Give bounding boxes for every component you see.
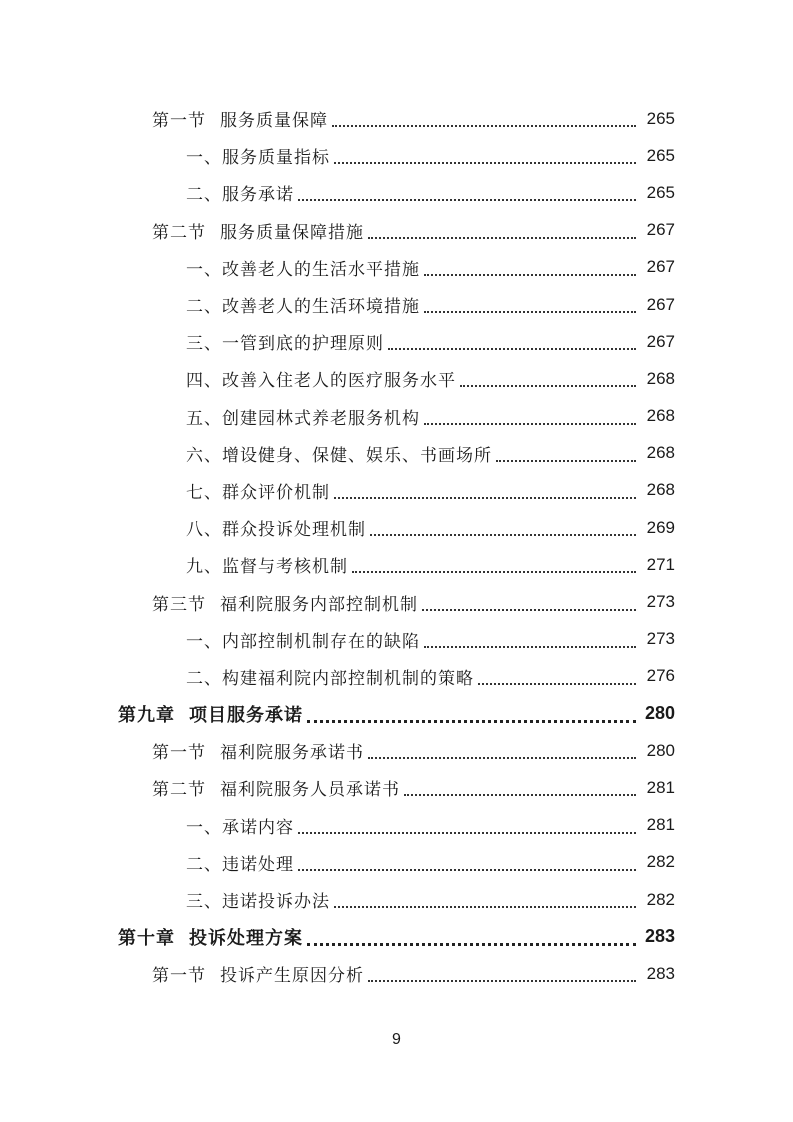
toc-entry-number: 第二节 [152, 222, 206, 243]
toc-entry-page: 281 [646, 815, 675, 835]
toc-dot-leader [424, 645, 636, 648]
toc-dot-leader [352, 570, 636, 573]
toc-entry-page: 273 [646, 592, 675, 612]
toc-entry-page: 268 [646, 480, 675, 500]
toc-entry[interactable] [0, 955, 793, 992]
toc-entry-text: 服务质量指标 [222, 148, 330, 169]
toc-entry-text: 福利院服务人员承诺书 [220, 780, 400, 801]
toc-entry-title [152, 106, 328, 131]
toc-entry-text: 投诉处理方案 [189, 927, 303, 949]
toc-entry-page: 265 [646, 182, 675, 202]
toc-entry-page: 273 [646, 629, 675, 649]
toc-entry-text: 构建福利院内部控制机制的策略 [222, 668, 474, 689]
toc-entry-text: 一管到底的护理原则 [222, 334, 384, 355]
toc-entry-number: 八、 [186, 520, 222, 541]
toc-entry-number: 第九章 [118, 704, 175, 726]
toc-dot-leader [370, 533, 636, 536]
toc-entry-title [118, 924, 303, 950]
toc-entry[interactable] [0, 695, 793, 732]
toc-dot-leader [332, 124, 636, 127]
toc-entry-title [152, 961, 364, 986]
toc-entry-text: 改善入住老人的医疗服务水平 [222, 371, 456, 392]
toc-dot-leader [422, 608, 636, 611]
toc-entry[interactable] [0, 583, 793, 620]
toc-entry-title [186, 627, 420, 652]
toc-dot-leader [424, 273, 636, 276]
table-of-contents [0, 100, 793, 993]
toc-entry[interactable] [0, 360, 793, 397]
toc-dot-leader [334, 496, 636, 499]
toc-entry[interactable] [0, 621, 793, 658]
toc-entry-number: 第十章 [118, 927, 175, 949]
toc-entry-text: 福利院服务内部控制机制 [220, 594, 418, 615]
toc-list [0, 100, 793, 993]
toc-entry-page: 268 [646, 406, 675, 426]
toc-entry-text: 内部控制机制存在的缺陷 [222, 631, 420, 652]
toc-entry-title [186, 329, 384, 354]
toc-dot-leader [298, 198, 636, 201]
toc-dot-leader [496, 459, 636, 462]
toc-entry-title [152, 590, 418, 615]
toc-entry-page: 268 [646, 443, 675, 463]
toc-entry-page: 280 [644, 703, 675, 724]
toc-entry-page: 283 [646, 963, 675, 983]
toc-dot-leader [368, 979, 636, 982]
toc-entry[interactable] [0, 398, 793, 435]
toc-entry[interactable] [0, 249, 793, 286]
toc-entry-number: 二、 [186, 297, 222, 318]
toc-entry-number: 一、 [186, 817, 222, 838]
toc-entry-title [152, 775, 400, 800]
toc-entry-page: 267 [646, 294, 675, 314]
toc-dot-leader [334, 161, 636, 164]
toc-entry-page: 265 [646, 108, 675, 128]
toc-dot-leader [388, 347, 636, 350]
toc-entry-title [152, 738, 364, 763]
toc-dot-leader [478, 682, 636, 685]
toc-entry-title [186, 887, 330, 912]
toc-entry-title [186, 813, 294, 838]
toc-entry-number: 第一节 [152, 966, 206, 987]
toc-entry-page: 271 [646, 554, 675, 574]
toc-dot-leader [424, 310, 636, 313]
toc-entry-page: 267 [646, 331, 675, 351]
toc-entry-page: 282 [646, 852, 675, 872]
toc-entry-text: 群众投诉处理机制 [222, 520, 366, 541]
toc-entry-title [186, 664, 474, 689]
toc-entry[interactable] [0, 137, 793, 174]
toc-entry-title [186, 255, 420, 280]
toc-entry-text: 承诺内容 [222, 817, 294, 838]
toc-entry-title [118, 701, 303, 727]
toc-dot-leader [424, 422, 636, 425]
toc-entry-text: 违诺投诉办法 [222, 892, 330, 913]
toc-entry-number: 三、 [186, 892, 222, 913]
toc-entry-number: 二、 [186, 668, 222, 689]
toc-entry-number: 二、 [186, 854, 222, 875]
toc-entry-page: 268 [646, 368, 675, 388]
toc-entry-number: 九、 [186, 557, 222, 578]
toc-dot-leader [298, 868, 636, 871]
toc-entry-title [186, 515, 366, 540]
toc-entry-page: 267 [646, 257, 675, 277]
toc-entry-number: 一、 [186, 148, 222, 169]
toc-entry-text: 监督与考核机制 [222, 557, 348, 578]
toc-entry-page: 280 [646, 740, 675, 760]
toc-entry-title [186, 478, 330, 503]
toc-entry[interactable] [0, 881, 793, 918]
toc-entry-text: 增设健身、保健、娱乐、书画场所 [222, 445, 492, 466]
toc-entry-text: 投诉产生原因分析 [220, 966, 364, 987]
toc-entry-page: 282 [646, 889, 675, 909]
toc-entry-title [186, 180, 294, 205]
toc-entry[interactable] [0, 174, 793, 211]
toc-entry-title [186, 366, 456, 391]
toc-entry-page: 267 [646, 220, 675, 240]
toc-entry[interactable] [0, 212, 793, 249]
toc-entry[interactable] [0, 100, 793, 137]
toc-entry[interactable] [0, 509, 793, 546]
toc-entry[interactable] [0, 769, 793, 806]
toc-entry-text: 服务质量保障措施 [220, 222, 364, 243]
toc-entry-number: 二、 [186, 185, 222, 206]
toc-entry-text: 改善老人的生活水平措施 [222, 259, 420, 280]
toc-entry-number: 第二节 [152, 780, 206, 801]
toc-entry[interactable] [0, 323, 793, 360]
toc-entry-text: 福利院服务承诺书 [220, 743, 364, 764]
toc-entry[interactable] [0, 435, 793, 472]
toc-entry-number: 三、 [186, 334, 222, 355]
toc-entry[interactable] [0, 807, 793, 844]
toc-entry-number: 六、 [186, 445, 222, 466]
toc-dot-leader [368, 236, 636, 239]
toc-dot-leader [298, 831, 636, 834]
page-number: 9 [392, 1031, 401, 1048]
toc-entry-number: 一、 [186, 631, 222, 652]
toc-entry-page: 269 [646, 517, 675, 537]
toc-entry-text: 服务质量保障 [220, 111, 328, 132]
toc-entry-number: 七、 [186, 482, 222, 503]
toc-entry-number: 第一节 [152, 111, 206, 132]
toc-entry-title [186, 441, 492, 466]
toc-entry-number: 第三节 [152, 594, 206, 615]
toc-entry-text: 项目服务承诺 [189, 704, 303, 726]
toc-entry-text: 创建园林式养老服务机构 [222, 408, 420, 429]
toc-entry-page: 281 [646, 777, 675, 797]
toc-entry-title [186, 404, 420, 429]
toc-entry[interactable] [0, 546, 793, 583]
toc-entry-page: 265 [646, 145, 675, 165]
toc-dot-leader [307, 719, 636, 723]
toc-entry-page: 283 [644, 926, 675, 947]
toc-entry-title [186, 292, 420, 317]
toc-entry[interactable] [0, 732, 793, 769]
toc-entry-number: 第一节 [152, 743, 206, 764]
toc-entry-title [186, 850, 294, 875]
toc-entry[interactable] [0, 472, 793, 509]
toc-dot-leader [460, 384, 636, 387]
toc-entry-number: 四、 [186, 371, 222, 392]
toc-entry[interactable] [0, 844, 793, 881]
toc-dot-leader [307, 942, 636, 946]
toc-entry[interactable] [0, 918, 793, 955]
toc-entry-text: 群众评价机制 [222, 482, 330, 503]
toc-entry-number: 一、 [186, 259, 222, 280]
toc-entry-title [152, 218, 364, 243]
toc-dot-leader [334, 905, 636, 908]
toc-dot-leader [368, 756, 636, 759]
toc-entry-number: 五、 [186, 408, 222, 429]
toc-entry-text: 服务承诺 [222, 185, 294, 206]
toc-entry[interactable] [0, 286, 793, 323]
toc-dot-leader [404, 793, 636, 796]
toc-entry[interactable] [0, 658, 793, 695]
toc-entry-text: 违诺处理 [222, 854, 294, 875]
toc-entry-page: 276 [646, 666, 675, 686]
toc-entry-text: 改善老人的生活环境措施 [222, 297, 420, 318]
toc-entry-title [186, 552, 348, 577]
toc-entry-title [186, 143, 330, 168]
